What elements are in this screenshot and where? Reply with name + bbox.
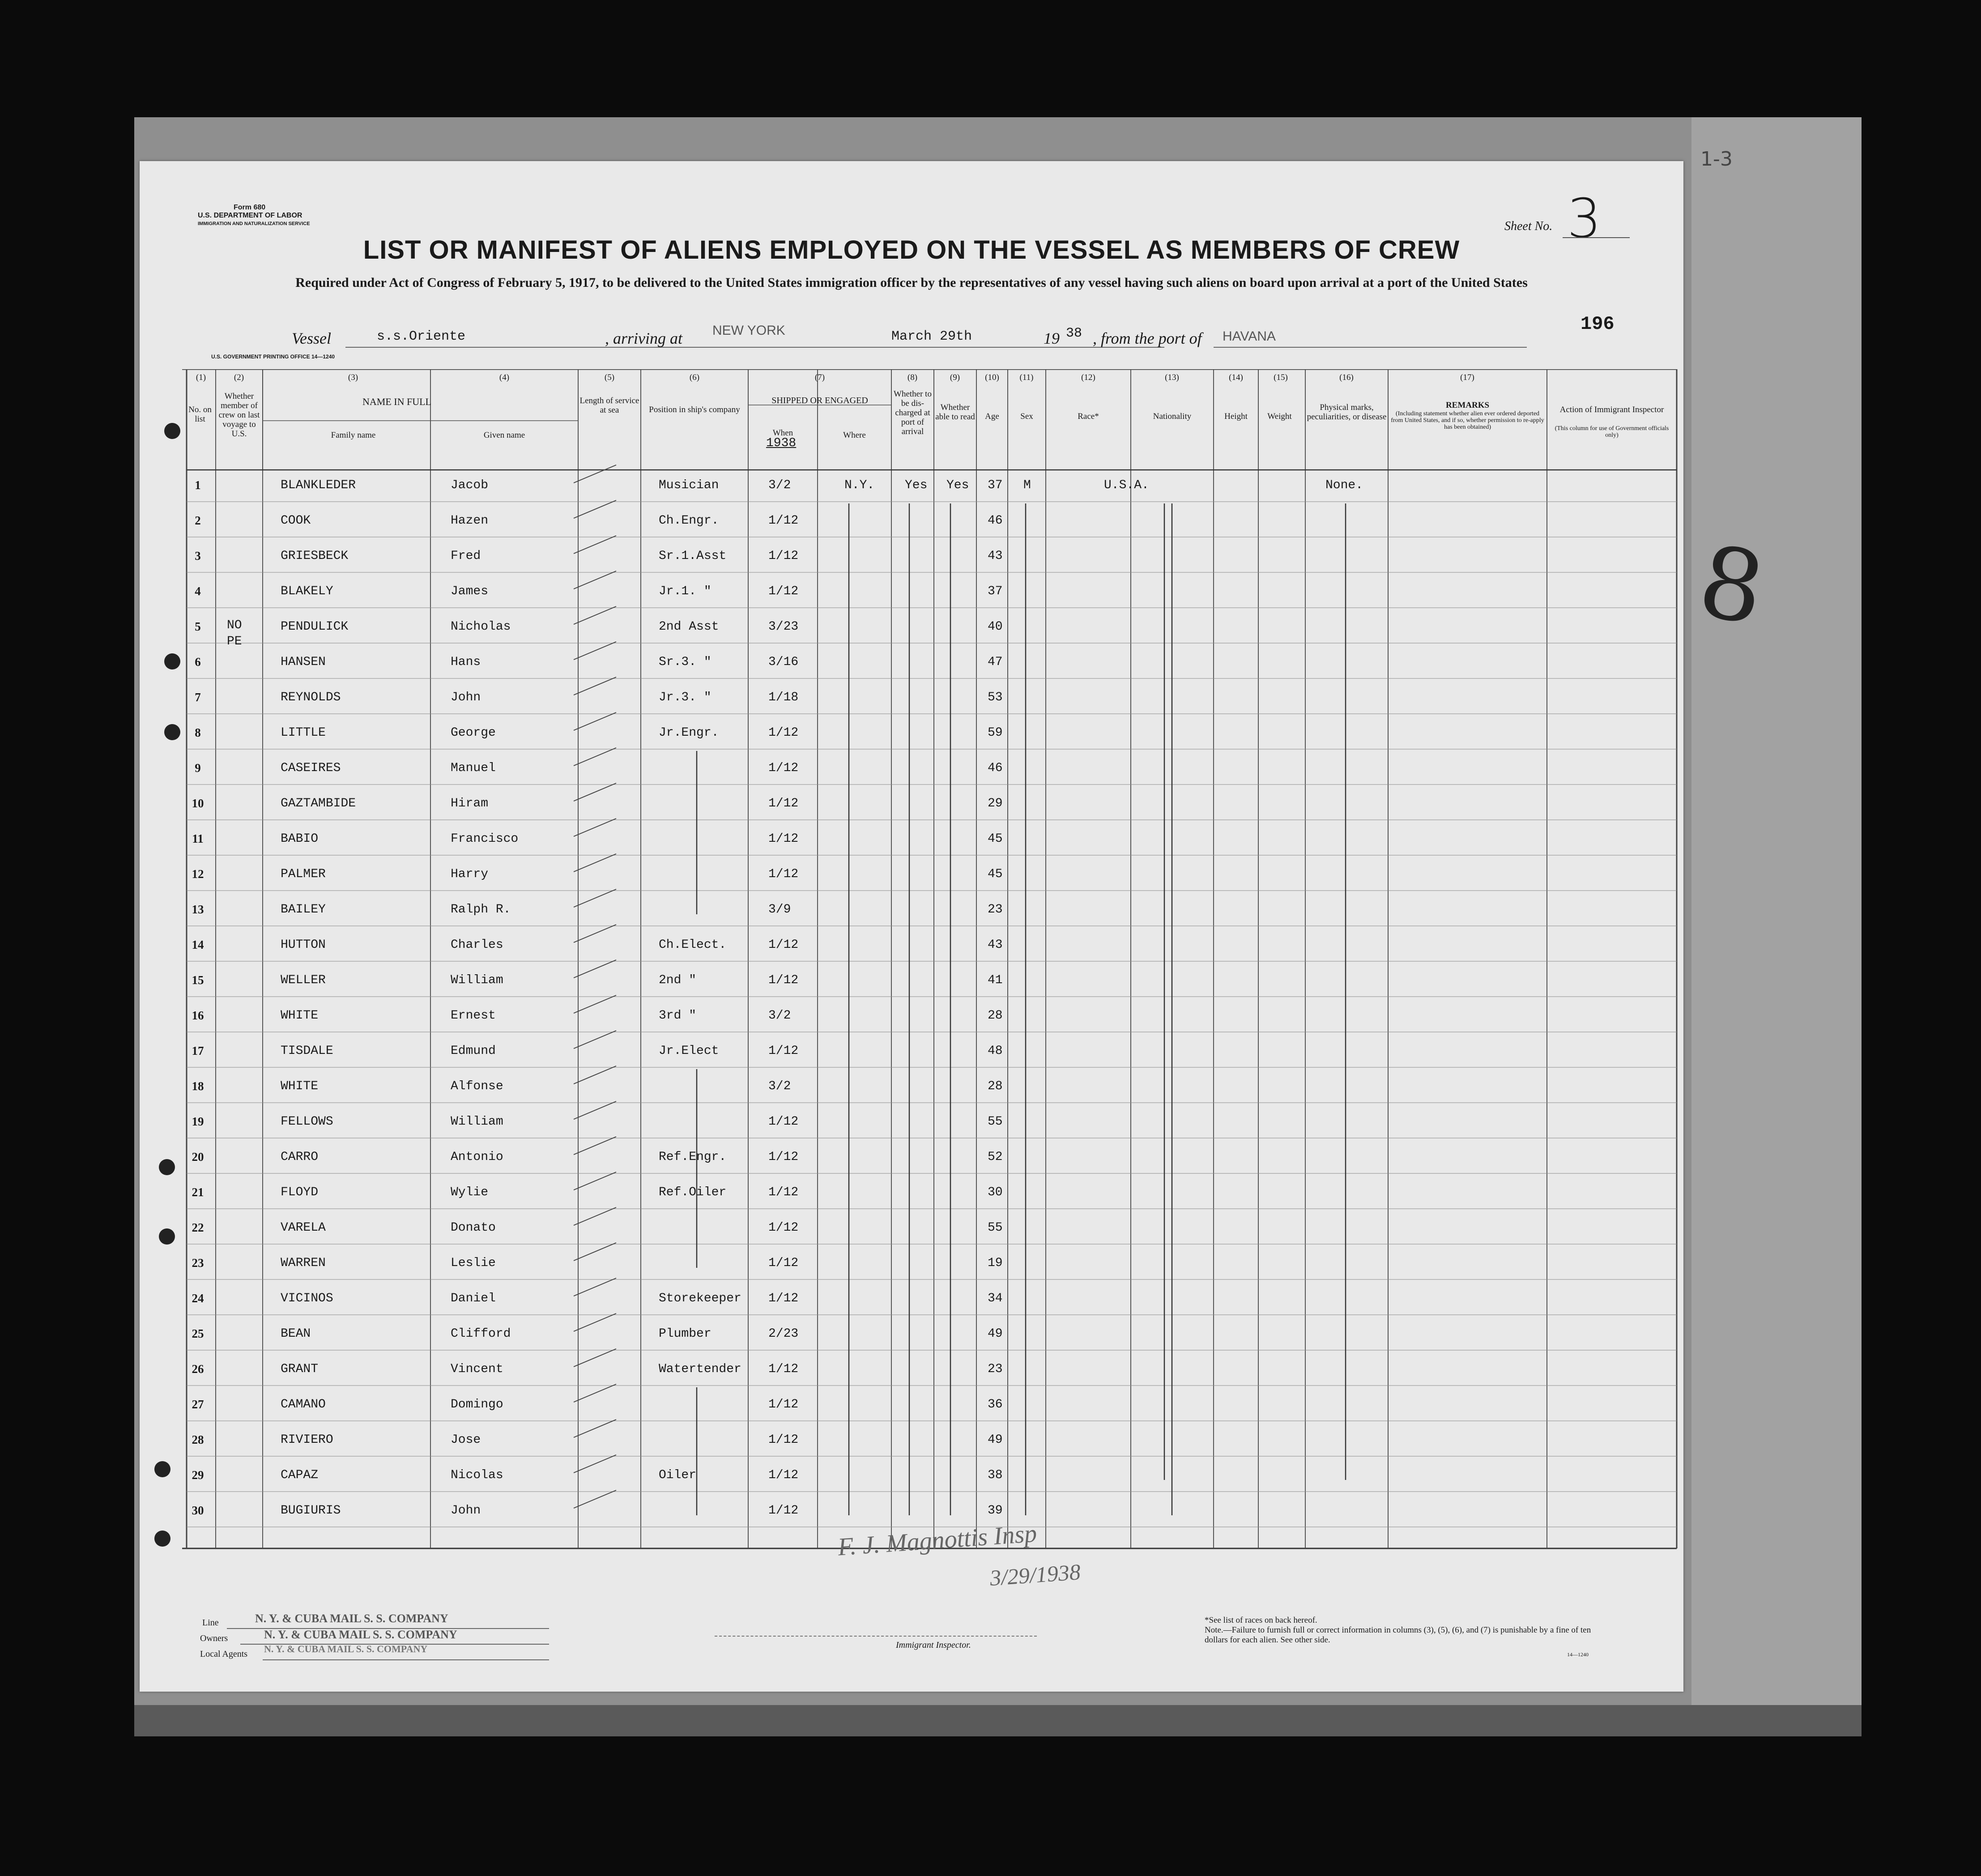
given-name: Clifford xyxy=(451,1327,511,1341)
family-name: LITTLE xyxy=(281,726,326,740)
family-name: CASEIRES xyxy=(281,761,341,775)
family-name: VICINOS xyxy=(281,1292,333,1305)
given-name: Donato xyxy=(451,1221,496,1235)
check-stroke xyxy=(574,1313,616,1331)
row-number: 5 xyxy=(195,620,201,633)
age: 49 xyxy=(988,1327,1003,1341)
row-number: 26 xyxy=(192,1362,204,1376)
column-number: (15) xyxy=(1274,373,1288,382)
position: Sr.3. " xyxy=(659,655,711,669)
check-stroke xyxy=(574,571,616,589)
binding-hole xyxy=(159,1159,175,1175)
row-number: 2 xyxy=(195,514,201,527)
hdr-name-in-full: NAME IN FULL xyxy=(362,396,431,407)
binding-hole xyxy=(154,1531,170,1547)
column-number: (9) xyxy=(950,373,960,382)
column-number: (12) xyxy=(1081,373,1095,382)
hdr-weight: Weight xyxy=(1267,412,1292,421)
shipped-when: 1/12 xyxy=(768,867,799,881)
check-stroke xyxy=(574,606,616,624)
family-name: TISDALE xyxy=(281,1044,333,1058)
column-number: (11) xyxy=(1019,373,1034,382)
crew-table xyxy=(182,369,1681,1654)
arrival-year: 38 xyxy=(1066,326,1082,341)
age: 40 xyxy=(988,620,1003,634)
age: 30 xyxy=(988,1185,1003,1199)
position: Watertender xyxy=(659,1362,741,1376)
row-number: 27 xyxy=(192,1398,204,1411)
given-name: Daniel xyxy=(451,1292,496,1305)
given-name: Nicolas xyxy=(451,1468,503,1482)
shipped-when: 1/12 xyxy=(768,1398,799,1411)
position: Jr.3. " xyxy=(659,691,711,704)
agents-label: Local Agents xyxy=(200,1649,248,1659)
family-name: COOK xyxy=(281,514,311,528)
row-number: 30 xyxy=(192,1504,204,1517)
age: 47 xyxy=(988,655,1003,669)
row-number: 7 xyxy=(195,691,201,704)
check-stroke xyxy=(574,712,616,730)
check-stroke xyxy=(574,854,616,872)
check-stroke xyxy=(574,783,616,801)
hdr-shipped: SHIPPED OR ENGAGED xyxy=(771,396,868,405)
given-name: William xyxy=(451,1115,503,1129)
sheet-label: Sheet No. xyxy=(1504,219,1553,233)
check-stroke xyxy=(574,819,616,836)
family-name: WARREN xyxy=(281,1256,326,1270)
given-name: John xyxy=(451,1504,481,1518)
row-number: 29 xyxy=(192,1468,204,1482)
shipped-when: 1/12 xyxy=(768,832,799,846)
sex: M xyxy=(1023,478,1031,492)
check-stroke xyxy=(574,1490,616,1508)
family-name: FLOYD xyxy=(281,1185,319,1199)
position: Musician xyxy=(659,478,719,492)
check-stroke xyxy=(574,677,616,695)
check-stroke xyxy=(574,1172,616,1190)
given-name: Ralph R. xyxy=(451,903,511,917)
inspector-rule xyxy=(715,1636,1037,1637)
position: Jr.Elect xyxy=(659,1044,719,1058)
family-name: CARRO xyxy=(281,1150,319,1164)
row-number: 20 xyxy=(192,1150,204,1164)
table-lines xyxy=(182,369,1681,1654)
check-stroke xyxy=(574,1420,616,1437)
check-stroke xyxy=(574,500,616,518)
family-name: WHITE xyxy=(281,1079,319,1093)
arriving-port: NEW YORK xyxy=(712,323,785,338)
column-number: (3) xyxy=(348,373,358,382)
age: 34 xyxy=(988,1292,1003,1305)
given-name: Wylie xyxy=(451,1185,489,1199)
age: 45 xyxy=(988,867,1003,881)
position: Ref.Engr. xyxy=(659,1150,727,1164)
hdr-discharged: Whether to be dis-charged at port of arrival xyxy=(894,389,932,436)
position: Sr.1.Asst xyxy=(659,549,727,563)
shipped-where: N.Y. xyxy=(844,478,875,492)
row-number: 24 xyxy=(192,1292,204,1305)
shipped-when: 1/12 xyxy=(768,1292,799,1305)
row-number: 6 xyxy=(195,655,201,669)
shipped-when: 1/12 xyxy=(768,761,799,775)
check-stroke xyxy=(574,1455,616,1473)
column-number: (16) xyxy=(1339,373,1354,382)
binding-hole xyxy=(164,724,180,740)
shipped-when: 1/12 xyxy=(768,938,799,952)
line-stamp: N. Y. & CUBA MAIL S. S. COMPANY xyxy=(255,1612,448,1625)
shipped-when: 1/12 xyxy=(768,726,799,740)
shipped-when: 1/12 xyxy=(768,584,799,598)
hdr-where: Where xyxy=(843,431,866,440)
family-name: BABIO xyxy=(281,832,319,846)
age: 49 xyxy=(988,1433,1003,1447)
row-number: 8 xyxy=(195,726,201,739)
age: 55 xyxy=(988,1115,1003,1129)
row-number: 22 xyxy=(192,1221,204,1234)
hdr-able-to-read: Whether able to read xyxy=(935,403,975,422)
column-number: (17) xyxy=(1460,373,1474,382)
check-stroke xyxy=(574,1137,616,1155)
check-stroke xyxy=(574,995,616,1013)
check-stroke xyxy=(574,1066,616,1084)
from-line xyxy=(1214,347,1527,348)
vessel-name: s.s.Oriente xyxy=(377,329,466,344)
family-name: HANSEN xyxy=(281,655,326,669)
row-number: 1 xyxy=(195,478,201,492)
family-name: RIVIERO xyxy=(281,1433,333,1447)
column-number: (5) xyxy=(604,373,615,382)
age: 43 xyxy=(988,549,1003,563)
given-name: George xyxy=(451,726,496,740)
shipped-when: 1/18 xyxy=(768,691,799,704)
signature-date: 3/29/1938 xyxy=(989,1559,1082,1591)
given-name: Manuel xyxy=(451,761,496,775)
arriving-label: , arriving at xyxy=(605,329,683,347)
form-code: 14—1240 xyxy=(1567,1651,1589,1658)
shipped-when: 1/12 xyxy=(768,1221,799,1235)
row-number: 21 xyxy=(192,1185,204,1199)
hdr-action-sub: (This column for use of Government officials only) xyxy=(1555,425,1669,439)
binding-hole xyxy=(164,653,180,669)
check-stroke xyxy=(574,1243,616,1261)
inspector-label: Immigrant Inspector. xyxy=(896,1640,971,1650)
row-number: 16 xyxy=(192,1009,204,1022)
family-name: HUTTON xyxy=(281,938,326,952)
arrival-date: March 29th xyxy=(891,329,972,344)
given-name: Jose xyxy=(451,1433,481,1447)
year-label: 19 xyxy=(1044,329,1060,347)
sheet-underline xyxy=(1563,237,1630,238)
shipped-when: 1/12 xyxy=(768,1044,799,1058)
check-stroke xyxy=(574,1384,616,1402)
shipped-when: 1/12 xyxy=(768,549,799,563)
hdr-when: When xyxy=(772,428,793,438)
row-number: 19 xyxy=(192,1115,204,1128)
family-name: GRANT xyxy=(281,1362,319,1376)
hdr-member-last-voyage: Whether member of crew on last voyage to U.S. xyxy=(218,392,260,439)
check-stroke xyxy=(574,1349,616,1367)
from-label: , from the port of xyxy=(1093,329,1202,347)
stamp-number: 196 xyxy=(1581,313,1615,335)
handwritten-mark: 8 xyxy=(1691,523,1773,648)
family-name: PENDULICK xyxy=(281,620,349,634)
age: 23 xyxy=(988,1362,1003,1376)
column-number: (6) xyxy=(689,373,700,382)
age: 36 xyxy=(988,1398,1003,1411)
hdr-when-year: 1938 xyxy=(766,436,797,450)
hdr-remarks: REMARKS xyxy=(1445,401,1490,410)
row-number: 11 xyxy=(192,832,204,845)
shipped-when: 1/12 xyxy=(768,1362,799,1376)
family-name: VARELA xyxy=(281,1221,326,1235)
given-name: Francisco xyxy=(451,832,519,846)
age: 45 xyxy=(988,832,1003,846)
position: 2nd " xyxy=(659,973,697,987)
age: 53 xyxy=(988,691,1003,704)
age: 28 xyxy=(988,1009,1003,1023)
inspector-signature: F. J. Magnottis Insp xyxy=(837,1519,1038,1561)
family-name: FELLOWS xyxy=(281,1115,333,1129)
check-stroke xyxy=(574,1101,616,1119)
binding-hole xyxy=(159,1228,175,1245)
age: 46 xyxy=(988,514,1003,528)
form-header xyxy=(198,204,310,228)
column-number: (14) xyxy=(1229,373,1243,382)
given-name: William xyxy=(451,973,503,987)
age: 38 xyxy=(988,1468,1003,1482)
shipped-when: 1/12 xyxy=(768,973,799,987)
age: 19 xyxy=(988,1256,1003,1270)
hdr-given-name: Given name xyxy=(483,431,525,440)
position: Jr.Engr. xyxy=(659,726,719,740)
given-name: Harry xyxy=(451,867,489,881)
given-name: John xyxy=(451,691,481,704)
age: 43 xyxy=(988,938,1003,952)
given-name: James xyxy=(451,584,489,598)
hdr-age: Age xyxy=(985,412,999,421)
family-name: PALMER xyxy=(281,867,326,881)
given-name: Vincent xyxy=(451,1362,503,1376)
family-name: BAILEY xyxy=(281,903,326,917)
age: 39 xyxy=(988,1504,1003,1518)
row-number: 23 xyxy=(192,1256,204,1270)
given-name: Fred xyxy=(451,549,481,563)
family-name: GAZTAMBIDE xyxy=(281,797,356,810)
hdr-remarks-sub: (Including statement whether alien ever ordered deported from United States, and if so, whether permission to re-apply has been obtained) xyxy=(1391,410,1544,431)
column-number: (8) xyxy=(907,373,918,382)
position: 2nd Asst xyxy=(659,620,719,634)
family-name: BEAN xyxy=(281,1327,311,1341)
shipped-when: 1/12 xyxy=(768,514,799,528)
check-stroke xyxy=(574,1278,616,1296)
shipped-when: 1/12 xyxy=(768,1468,799,1482)
nationality: U.S.A. xyxy=(1104,478,1149,492)
given-name: Domingo xyxy=(451,1398,503,1411)
age: 55 xyxy=(988,1221,1003,1235)
given-name: Nicholas xyxy=(451,620,511,634)
scan-edge xyxy=(134,1705,1862,1736)
agents-stamp: N. Y. & CUBA MAIL S. S. COMPANY xyxy=(264,1643,428,1654)
column-number: (4) xyxy=(499,373,510,382)
row-number: 25 xyxy=(192,1327,204,1340)
row-number: 3 xyxy=(195,549,201,563)
from-port: HAVANA xyxy=(1223,329,1276,344)
row-number: 15 xyxy=(192,973,204,987)
row-number: 28 xyxy=(192,1433,204,1446)
line-label: Line xyxy=(202,1618,219,1628)
position: Jr.1. " xyxy=(659,584,711,598)
row-number: 10 xyxy=(192,797,204,810)
row-number: 18 xyxy=(192,1079,204,1093)
manifest-form xyxy=(140,161,1683,1692)
shipped-when: 3/23 xyxy=(768,620,799,634)
age: 28 xyxy=(988,1079,1003,1093)
hdr-nationality: Nationality xyxy=(1153,412,1192,421)
physical-marks: None. xyxy=(1325,478,1363,492)
agents-rule xyxy=(263,1659,549,1660)
check-stroke xyxy=(574,1207,616,1225)
col2-note-1: NO xyxy=(227,618,242,632)
hdr-physical: Physical marks, peculiarities, or disease xyxy=(1307,403,1387,422)
column-number: (13) xyxy=(1165,373,1179,382)
given-name: Hazen xyxy=(451,514,489,528)
family-name: CAPAZ xyxy=(281,1468,319,1482)
position: Storekeeper xyxy=(659,1292,741,1305)
position: Plumber xyxy=(659,1327,711,1341)
hdr-position: Position in ship's company xyxy=(649,405,740,414)
row-number: 17 xyxy=(192,1044,204,1057)
family-name: BUGIURIS xyxy=(281,1504,341,1518)
col2-note xyxy=(227,618,242,650)
shipped-when: 1/12 xyxy=(768,1150,799,1164)
position: 3rd " xyxy=(659,1009,697,1023)
vessel-label: Vessel xyxy=(292,329,331,347)
shipped-when: 3/2 xyxy=(768,1009,791,1023)
hdr-length-service: Length of service at sea xyxy=(579,396,639,415)
position: Oiler xyxy=(659,1468,697,1482)
row-number: 13 xyxy=(192,903,204,916)
age: 59 xyxy=(988,726,1003,740)
given-name: Charles xyxy=(451,938,503,952)
right-sheet-edge xyxy=(1691,117,1862,1733)
age: 41 xyxy=(988,973,1003,987)
row-number: 12 xyxy=(192,867,204,881)
check-stroke xyxy=(574,960,616,978)
hdr-sex: Sex xyxy=(1020,412,1033,421)
age: 46 xyxy=(988,761,1003,775)
given-name: Alfonse xyxy=(451,1079,503,1093)
hdr-race: Race* xyxy=(1078,412,1099,421)
family-name: BLAKELY xyxy=(281,584,333,598)
position: Ch.Engr. xyxy=(659,514,719,528)
hdr-action: Action of Immigrant Inspector xyxy=(1559,405,1664,414)
given-name: Hiram xyxy=(451,797,489,810)
shipped-when: 1/12 xyxy=(768,1185,799,1199)
age: 29 xyxy=(988,797,1003,810)
check-stroke xyxy=(574,642,616,660)
shipped-when: 1/12 xyxy=(768,1433,799,1447)
department: U.S. DEPARTMENT OF LABOR xyxy=(198,212,302,219)
given-name: Edmund xyxy=(451,1044,496,1058)
family-name: WHITE xyxy=(281,1009,319,1023)
binding-hole xyxy=(154,1461,170,1477)
race-note: *See list of races on back hereof. xyxy=(1205,1616,1317,1625)
hdr-family-name: Family name xyxy=(331,431,376,440)
given-name: Leslie xyxy=(451,1256,496,1270)
position: Ch.Elect. xyxy=(659,938,727,952)
row-number: 14 xyxy=(192,938,204,951)
given-name: Jacob xyxy=(451,478,489,492)
row-number: 4 xyxy=(195,584,201,598)
family-name: WELLER xyxy=(281,973,326,987)
form-title: LIST OR MANIFEST OF ALIENS EMPLOYED ON THE VESSEL AS MEMBERS OF CREW xyxy=(363,235,1460,264)
column-number: (1) xyxy=(196,373,206,382)
shipped-when: 1/12 xyxy=(768,1115,799,1129)
check-stroke xyxy=(574,465,616,483)
corner-note: 1-3 xyxy=(1700,148,1733,171)
row-number: 9 xyxy=(195,761,201,775)
check-stroke xyxy=(574,748,616,766)
family-name: REYNOLDS xyxy=(281,691,341,704)
shipped-when: 3/2 xyxy=(768,478,791,492)
shipped-when: 3/9 xyxy=(768,903,791,917)
form-subtitle: Required under Act of Congress of February 5, 1917, to be delivered to the United States immigration officer by the representatives of any vessel having such aliens on board upon arrival at a port of the United States xyxy=(295,275,1528,290)
shipped-when: 1/12 xyxy=(768,1256,799,1270)
age: 37 xyxy=(988,478,1003,492)
hdr-height: Height xyxy=(1224,412,1248,421)
position: Ref.Oiler xyxy=(659,1185,727,1199)
column-number: (10) xyxy=(985,373,999,382)
family-name: GRIESBECK xyxy=(281,549,349,563)
age: 23 xyxy=(988,903,1003,917)
family-name: CAMANO xyxy=(281,1398,326,1411)
given-name: Antonio xyxy=(451,1150,503,1164)
printing-office: U.S. GOVERNMENT PRINTING OFFICE 14—1240 xyxy=(211,354,335,360)
shipped-when: 3/16 xyxy=(768,655,799,669)
form-number: Form 680 xyxy=(234,204,266,211)
check-stroke xyxy=(574,536,616,554)
shipped-when: 1/12 xyxy=(768,1504,799,1518)
owners-stamp: N. Y. & CUBA MAIL S. S. COMPANY xyxy=(264,1628,457,1641)
check-stroke xyxy=(574,925,616,942)
shipped-when: 1/12 xyxy=(768,797,799,810)
column-number: (7) xyxy=(814,373,825,382)
family-name: BLANKLEDER xyxy=(281,478,356,492)
binding-hole xyxy=(164,423,180,439)
age: 48 xyxy=(988,1044,1003,1058)
col2-note-2: PE xyxy=(227,635,242,648)
service: IMMIGRATION AND NATURALIZATION SERVICE xyxy=(198,221,310,226)
hdr-no-on-list: No. on list xyxy=(188,405,212,424)
sheet-number: 3 xyxy=(1567,188,1602,250)
check-stroke xyxy=(574,889,616,907)
age: 52 xyxy=(988,1150,1003,1164)
check-stroke xyxy=(574,1031,616,1049)
given-name: Ernest xyxy=(451,1009,496,1023)
owners-label: Owners xyxy=(200,1633,228,1643)
able-to-read: Yes xyxy=(946,478,969,492)
penalty-note: Note.—Failure to furnish full or correct information in columns (3), (5), (6), and (7) is punishable by a fine of ten dollars for each alien. See other side. xyxy=(1205,1625,1591,1645)
to-be-discharged: Yes xyxy=(905,478,928,492)
age: 37 xyxy=(988,584,1003,598)
shipped-when: 3/2 xyxy=(768,1079,791,1093)
shipped-when: 2/23 xyxy=(768,1327,799,1341)
column-number: (2) xyxy=(234,373,244,382)
given-name: Hans xyxy=(451,655,481,669)
